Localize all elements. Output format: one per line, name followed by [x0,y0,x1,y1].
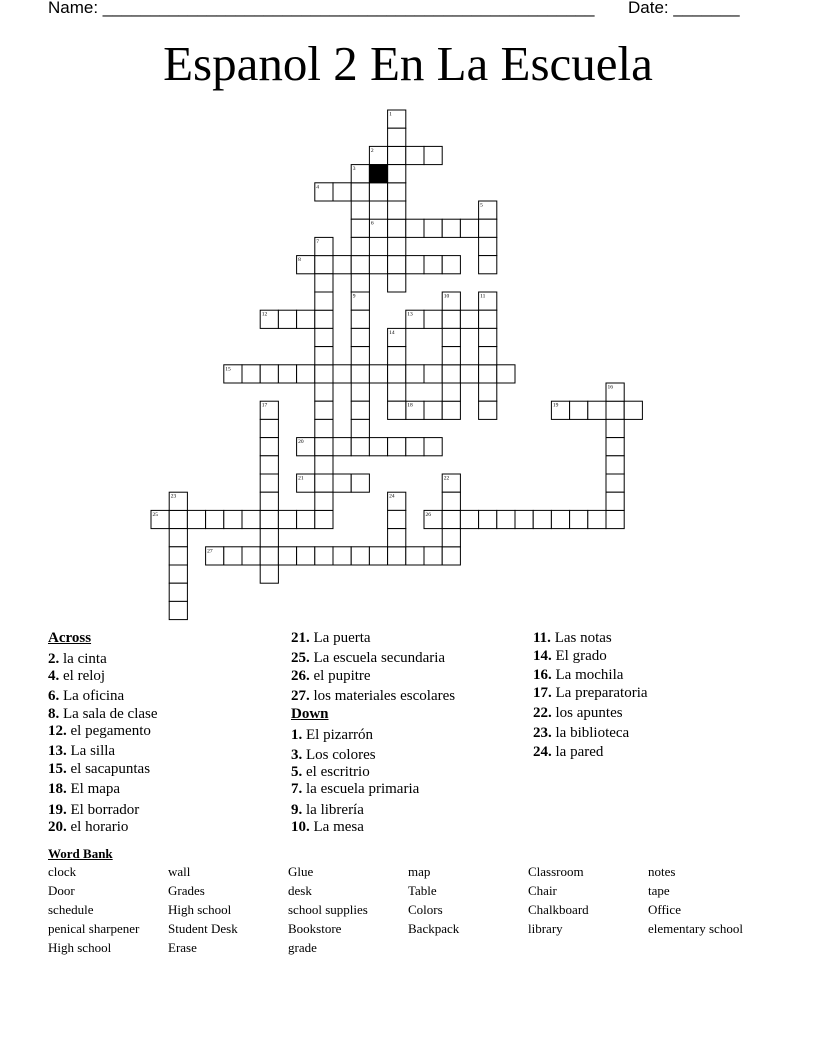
down-heading: Down [291,706,329,722]
clue-num: 17. [533,685,552,701]
clue-number: 27 [207,548,213,555]
clue-number: 4 [316,184,320,191]
clue-num: 15. [48,761,67,777]
down-clue [291,781,419,798]
clue-number: 19 [552,402,559,409]
clue-num: 11. [533,630,551,646]
clue-text: El mapa [66,781,121,797]
word-bank-item: Door [48,883,75,898]
clue-num: 2. [48,651,60,667]
across-clue [291,630,371,647]
clue-number: 9 [352,293,356,300]
word-bank-item: wall [168,864,191,879]
clue-number: 15 [225,366,231,373]
page-title: Espanol 2 En La Escuela [163,36,653,91]
down-clue [533,667,623,684]
word-bank-item: map [408,864,431,879]
down-clue [533,685,648,702]
clue-number: 8 [298,257,301,264]
clue-number: 13 [407,311,413,318]
clue-text: El borrador [66,802,140,818]
word-bank-item: school supplies [288,902,368,917]
clue-text: El grado [551,648,607,664]
across-clue [48,723,151,740]
clue-text: los materiales escolares [309,688,456,704]
clue-text: el sacapuntas [66,761,151,777]
down-clue [533,630,612,647]
clue-number: 11 [480,293,486,300]
clue-text: La puerta [309,630,371,646]
down-clue [533,744,603,761]
clue-number: 6 [370,220,374,227]
across-clue [48,743,115,760]
word-bank-item: Glue [288,864,314,879]
clue-text: la pared [551,744,604,760]
across-clue [48,819,128,836]
word-bank-item: Colors [408,902,443,917]
across-clue [48,802,139,819]
clue-num: 25. [291,650,310,666]
across-clue [291,650,445,667]
clue-num: 10. [291,819,310,835]
clue-number: 26 [425,511,431,518]
clue-number: 22 [443,475,450,482]
clue-number: 21 [298,475,304,482]
clue-text: la biblioteca [551,725,630,741]
clue-num: 3. [291,747,303,763]
clue-text: el pegamento [66,723,151,739]
across-clue [48,651,107,668]
clue-number: 16 [607,384,613,391]
clue-num: 22. [533,705,552,721]
clue-text: La mochila [551,667,624,683]
clue-num: 13. [48,743,67,759]
clue-text: Las notas [550,630,612,646]
word-bank-item: Erase [168,940,197,955]
clue-num: 26. [291,668,310,684]
word-bank-item: library [528,921,563,936]
clue-text: el horario [66,819,129,835]
clue-text: El pizarrón [302,727,374,743]
clue-number: 10 [443,293,450,300]
down-clue [533,705,623,722]
word-bank-item: Table [408,883,437,898]
clue-num: 6. [48,688,60,704]
clue-num: 12. [48,723,67,739]
word-bank-item: Bookstore [288,921,342,936]
word-bank-item: Classroom [528,864,584,879]
word-bank-item: High school [48,940,112,955]
down-clue [291,747,376,764]
clue-num: 24. [533,744,552,760]
clue-number: 17 [261,402,268,409]
clue-text: La mesa [309,819,364,835]
word-bank-item: Grades [168,883,205,898]
clue-num: 21. [291,630,310,646]
clue-num: 1. [291,727,303,743]
clue-num: 7. [291,781,303,797]
clue-text: La sala de clase [59,706,158,722]
clue-text: los apuntes [551,705,623,721]
clue-num: 20. [48,819,67,835]
clue-text: el pupitre [309,668,371,684]
word-bank-item: elementary school [648,921,743,936]
word-bank-item: Backpack [408,921,460,936]
clue-number: 18 [407,402,413,409]
clue-num: 18. [48,781,67,797]
across-clue [48,668,105,685]
word-bank-item: schedule [48,902,94,917]
word-bank-item: desk [288,883,312,898]
clue-num: 8. [48,706,60,722]
across-clue [291,668,371,685]
clue-number: 12 [261,311,268,318]
clue-text: La escuela secundaria [309,650,446,666]
word-bank-item: Student Desk [168,921,238,936]
clue-text: el escritrio [302,764,370,780]
clue-text: la librería [302,802,364,818]
down-clue [291,819,364,836]
word-bank-item: Chalkboard [528,902,589,917]
word-bank-heading: Word Bank [48,846,113,861]
word-bank-item: Office [648,902,681,917]
clue-number: 7 [316,238,320,245]
across-heading: Across [48,630,92,646]
across-clue [48,781,120,798]
word-bank-item: grade [288,940,317,955]
name-label: Name: ____________________________________________________ [48,0,595,17]
word-bank-item: High school [168,902,232,917]
word-bank-item: penical sharpener [48,921,140,936]
across-clue [291,688,455,705]
down-clue [533,648,607,665]
clue-num: 9. [291,802,303,818]
clue-num: 27. [291,688,310,704]
clue-number: 24 [389,493,395,500]
clue-number: 3 [352,166,356,173]
word-bank-item: clock [48,864,77,879]
word-bank-item: tape [648,883,670,898]
clue-num: 4. [48,668,60,684]
clue-text: la cinta [59,651,107,667]
across-clue [48,688,124,705]
down-clue [291,764,370,781]
clue-num: 14. [533,648,552,664]
clue-number: 25 [152,511,158,518]
date-label: Date: _______ [628,0,740,17]
word-bank-item: Chair [528,883,557,898]
clue-num: 16. [533,667,552,683]
clue-number: 5 [480,202,483,209]
clue-text: Los colores [302,747,376,763]
down-clue [291,727,373,744]
down-clue [533,725,629,742]
clue-number: 1 [389,111,392,118]
word-bank-item: notes [648,864,676,879]
clue-number: 14 [389,329,395,336]
clue-number: 20 [298,439,304,446]
clue-num: 5. [291,764,303,780]
across-clue [48,761,150,778]
clue-text: La oficina [59,688,125,704]
clue-num: 23. [533,725,552,741]
clue-text: La preparatoria [551,685,648,701]
clue-number: 23 [170,493,177,500]
clue-number: 2 [370,147,374,154]
clue-text: la escuela primaria [302,781,420,797]
clue-text: el reloj [59,668,106,684]
across-clue [48,706,158,723]
clue-text: La silla [66,743,116,759]
clue-num: 19. [48,802,67,818]
down-clue [291,802,364,819]
